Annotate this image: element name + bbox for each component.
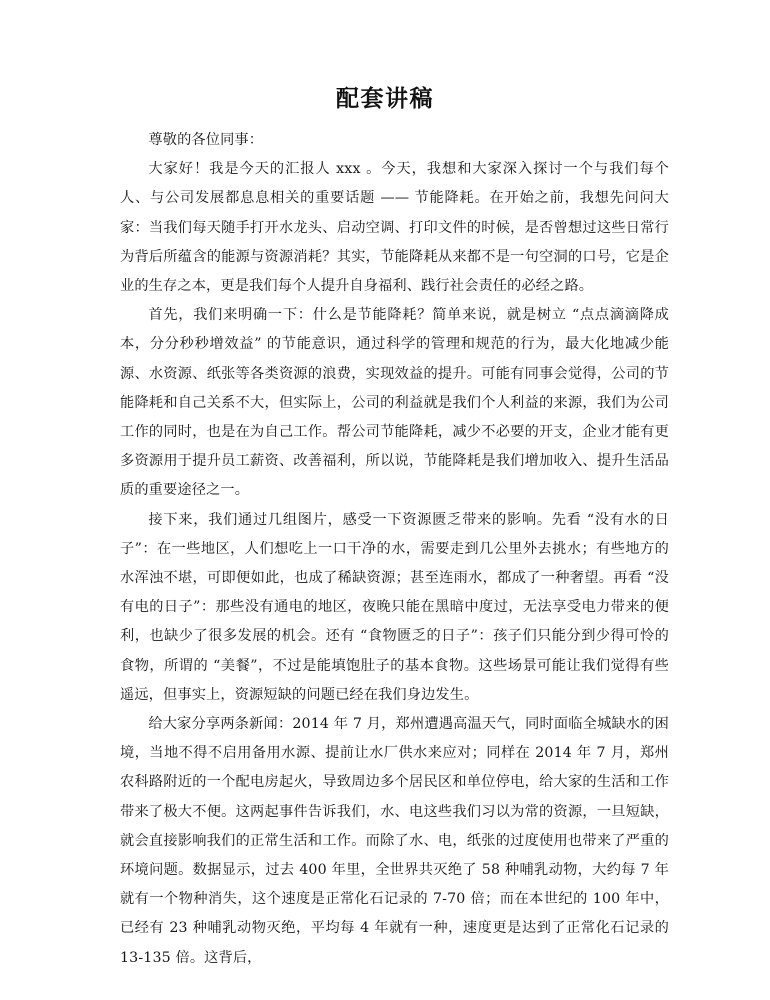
paragraph-salutation: 尊敬的各位同事： (148, 132, 264, 148)
paragraph-news-cases: 给大家分享两条新闻：2014 年 7 月，郑州遭遇高温天气，同时面临全城缺水的困境，当地不得不启用备用水源、提前让水厂供水来应对；同样在 2014 年 7 月，郑州农科路附近的一个配电房起火，导致周边多个居民区和单位停电，给大家的生活和工作带来了极大不便。这两起事件告诉我们，水、电这些我们习以为常的资源，一旦短缺，就会直接影响我们的正常生活和工作。而除了水、电，纸张的过度使用也带来了严重的环境问题。数据显示，过去 400 年里，全世界共灭绝了 58 种哺乳动物，大约每 7 年就有一个物种消失，这个速度是正常化石记录的 7-70 倍；而在本世纪的 100 年中，已经有 23 种哺乳动物灭绝，平均每 4 年就有一种，速度更是达到了正常化石记录的 13-135 倍。这背后， (120, 716, 669, 966)
paragraph-opening: 大家好！我是今天的汇报人 xxx 。今天，我想和大家深入探讨一个与我们每个人、与公司发展都息息相关的重要话题 —— 节能降耗。在开始之前，我想先问问大家：当我们每天随手打开水龙头、启动空调、打印文件的时候，是否曾想过这些日常行为背后所蕴含的能源与资源消耗？其实，节能降耗从来都不是一句空洞的口号，它是企业的生存之本，更是我们每个人提升自身福利、践行社会责任的必经之路。 (120, 161, 669, 295)
paragraph-definition: 首先，我们来明确一下：什么是节能降耗？简单来说，就是树立 “点点滴滴降成本，分分秒秒增效益” 的节能意识，通过科学的管理和规范的行为，最大化地减少能源、水资源、纸张等各类资源的浪费，实现效益的提升。可能有同事会觉得，公司的节能降耗和自己关系不大，但实际上，公司的利益就是我们个人利益的来源，我们为公司工作的同时，也是在为自己工作。帮公司节能降耗，减少不必要的开支，企业才能有更多资源用于提升员工薪资、改善福利，所以说，节能降耗是我们增加收入、提升生活品质的重要途径之一。 (120, 307, 669, 499)
paragraph-images-scarcity: 接下来，我们通过几组图片，感受一下资源匮乏带来的影响。先看 “没有水的日子”：在一些地区，人们想吃上一口干净的水，需要走到几公里外去挑水；有些地方的水浑浊不堪，可即便如此，也成了稀缺资源；甚至连雨水，都成了一种奢望。再看 “没有电的日子”：那些没有通电的地区，夜晚只能在黑暗中度过，无法享受电力带来的便利，也缺少了很多发展的机会。还有 “食物匮乏的日子”：孩子们只能分到少得可怜的食物，所谓的 “美餐”，不过是能填饱肚子的基本食物。这些场景可能让我们觉得有些遥远，但事实上，资源短缺的问题已经在我们身边发生。 (120, 511, 669, 703)
document-body (120, 126, 669, 973)
page-title: 配套讲稿 (336, 85, 434, 112)
